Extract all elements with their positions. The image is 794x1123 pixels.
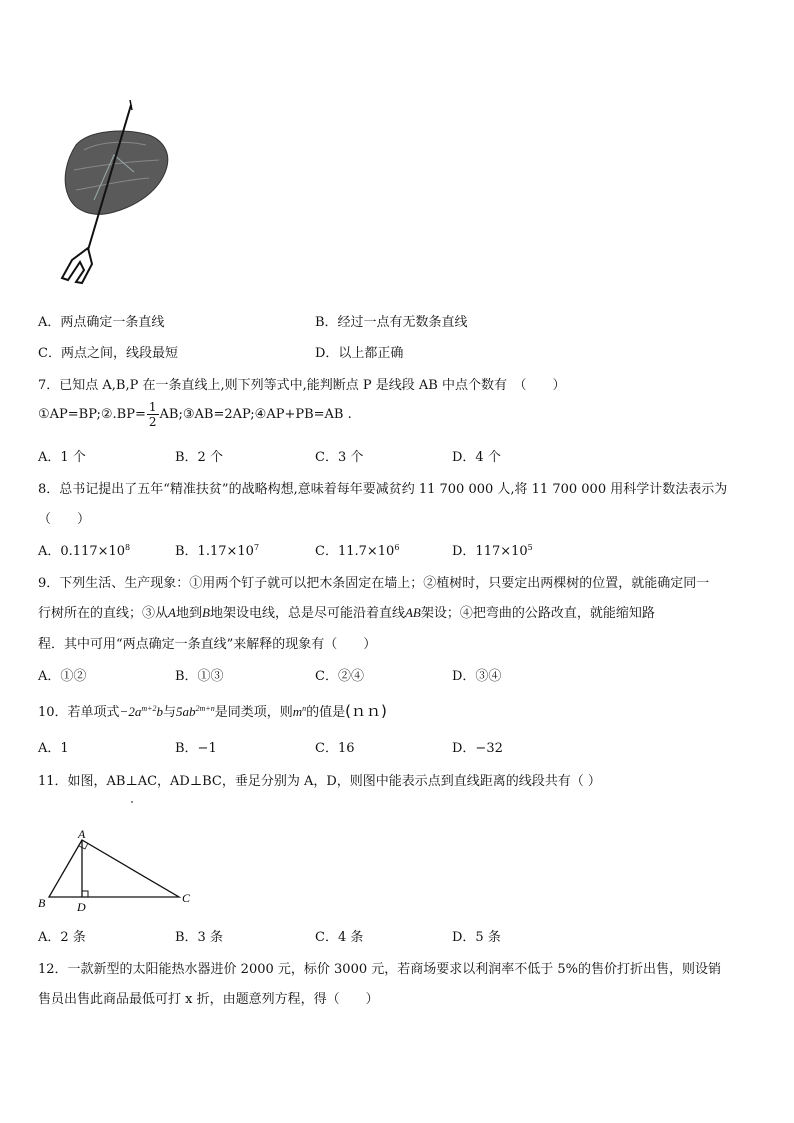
q11-stem: 11．如图，AB⊥AC，AD⊥BC，垂足分别为 A，D，则图中能表示点到直线距离的线段共有（ ） bbox=[38, 774, 601, 789]
q10-mono2-ab: ab bbox=[182, 704, 196, 719]
q10-mono2-coef: 5 bbox=[176, 704, 183, 719]
q10-stem-pre: 10．若单项式 bbox=[38, 705, 120, 720]
q10-mono2-exp: 2m+n bbox=[195, 704, 215, 713]
q9-line2-a: 行树所在的直线；③从 bbox=[38, 606, 169, 621]
q10-power bbox=[293, 704, 306, 719]
q10-monomial-2 bbox=[176, 704, 215, 719]
q10-option-c: C．16 bbox=[315, 741, 355, 756]
q9-line2-c: 地架设电线，总是尽可能沿着直线 bbox=[209, 606, 405, 621]
q11-option-d: D．5 条 bbox=[452, 930, 501, 945]
q8-option-b-exp: 7 bbox=[253, 543, 260, 552]
q8-option-a-exp: 8 bbox=[125, 543, 131, 552]
q9-point-a: A bbox=[168, 605, 176, 620]
q9-line2 bbox=[38, 602, 655, 621]
q9-option-c: C．②④ bbox=[315, 669, 364, 684]
q8-option-c-base: C．11.7×10 bbox=[315, 544, 395, 559]
q10-stem bbox=[38, 700, 387, 721]
q9-line2-d: 架设；④把弯曲的公路改直，就能缩知路 bbox=[420, 606, 655, 621]
q7-option-b: B．2 个 bbox=[175, 450, 223, 465]
q7-conditions-pre: ①AP=BP;②.BP= bbox=[38, 407, 146, 422]
q9-option-a: A．①② bbox=[38, 669, 87, 684]
q9-line1: 9．下列生活、生产现象：①用两个钉子就可以把木条固定在墙上；②植树时，只要定出两棵树的位置，就能确定同一 bbox=[38, 576, 710, 591]
q6-option-b: B．经过一点有无数条直线 bbox=[315, 315, 468, 330]
right-triangle-diagram bbox=[36, 796, 206, 916]
q8-option-c-exp: 6 bbox=[394, 543, 400, 552]
q6-option-a: A．两点确定一条直线 bbox=[38, 315, 165, 330]
q6-option-d: D．以上都正确 bbox=[315, 346, 404, 361]
q10-mono1-coef: −2 bbox=[119, 704, 135, 719]
q7-stem: 7．已知点 A,B,P 在一条直线上,则下列等式中,能判断点 P 是线段 AB 中点个数有 （ ） bbox=[38, 378, 566, 393]
q9-option-b: B．①③ bbox=[175, 669, 224, 684]
q12-line1: 12．一款新型的太阳能热水器进价 2000 元，标价 3000 元，若商场要求以利润率不低于 5%的售价打折出售，则设销 bbox=[38, 962, 721, 977]
q10-option-b: B．−1 bbox=[175, 741, 217, 756]
q8-option-d bbox=[452, 540, 533, 559]
q10-mono1-b: b bbox=[156, 704, 164, 719]
q10-mono1-exp: m+2 bbox=[141, 704, 157, 713]
q9-line3: 程．其中可用“两点确定一条直线”来解释的现象有（ ） bbox=[38, 637, 377, 652]
q11-option-c: C．4 条 bbox=[315, 930, 364, 945]
q7-fraction bbox=[147, 400, 159, 429]
q11-option-a: A．2 条 bbox=[38, 930, 86, 945]
q8-option-c bbox=[315, 540, 399, 559]
q8-option-a-base: A．0.117×10 bbox=[38, 544, 126, 559]
q9-option-d: D．③④ bbox=[452, 669, 502, 684]
q10-mono1-a: a bbox=[134, 704, 142, 719]
q7-conditions bbox=[38, 400, 352, 429]
label-c: C bbox=[182, 891, 191, 905]
q10-stem-post: 的值是 bbox=[306, 705, 346, 720]
q8-option-b-base: B．1.17×10 bbox=[175, 544, 254, 559]
q10-option-d: D．−32 bbox=[452, 741, 503, 756]
label-b: B bbox=[38, 896, 46, 910]
q8-stem: 8．总书记提出了五年“精准扶贫”的战略构想,意味着每年要减贫约 11 700 000 人,将 11 700 000 用科学计数法表示为 bbox=[38, 482, 728, 497]
q9-point-b: B bbox=[201, 605, 210, 620]
q10-monomial-1 bbox=[120, 704, 163, 719]
triangle-figure bbox=[36, 796, 206, 916]
q6-option-c: C．两点之间，线段最短 bbox=[38, 346, 178, 361]
q10-mid: 与 bbox=[163, 705, 177, 720]
q10-option-a: A．1 bbox=[38, 741, 69, 756]
q8-option-d-exp: 5 bbox=[527, 543, 533, 552]
q7-option-d: D．4 个 bbox=[452, 450, 501, 465]
q7-fraction-numerator: 1 bbox=[148, 400, 157, 414]
q7-option-a: A．1 个 bbox=[38, 450, 86, 465]
q10-power-exp: n bbox=[302, 704, 307, 713]
q9-line2-b: 地到 bbox=[175, 606, 202, 621]
q11-option-b: B．3 条 bbox=[175, 930, 223, 945]
q8-option-a bbox=[38, 540, 130, 559]
q10-paren: (ｎｎ) bbox=[345, 702, 387, 720]
q10-stem-mid2: 是同类项，则 bbox=[214, 705, 293, 720]
q8-option-b bbox=[175, 540, 259, 559]
label-d: D bbox=[77, 900, 86, 914]
leaf-figure bbox=[54, 100, 194, 285]
q9-line-ab: AB bbox=[404, 605, 421, 620]
q7-fraction-denominator: 2 bbox=[148, 415, 157, 429]
label-a: A bbox=[78, 827, 86, 841]
q12-line2: 售员出售此商品最低可打 x 折，由题意列方程，得（ ） bbox=[38, 992, 379, 1007]
q10-power-base: m bbox=[292, 704, 303, 719]
q8-option-d-base: D．117×10 bbox=[452, 544, 528, 559]
q7-option-c: C．3 个 bbox=[315, 450, 364, 465]
q7-conditions-post: AB;③AB=2AP;④AP+PB=AB . bbox=[159, 407, 352, 422]
q8-paren: （ ） bbox=[38, 512, 91, 527]
leaf-with-tweezers-icon bbox=[54, 100, 194, 285]
